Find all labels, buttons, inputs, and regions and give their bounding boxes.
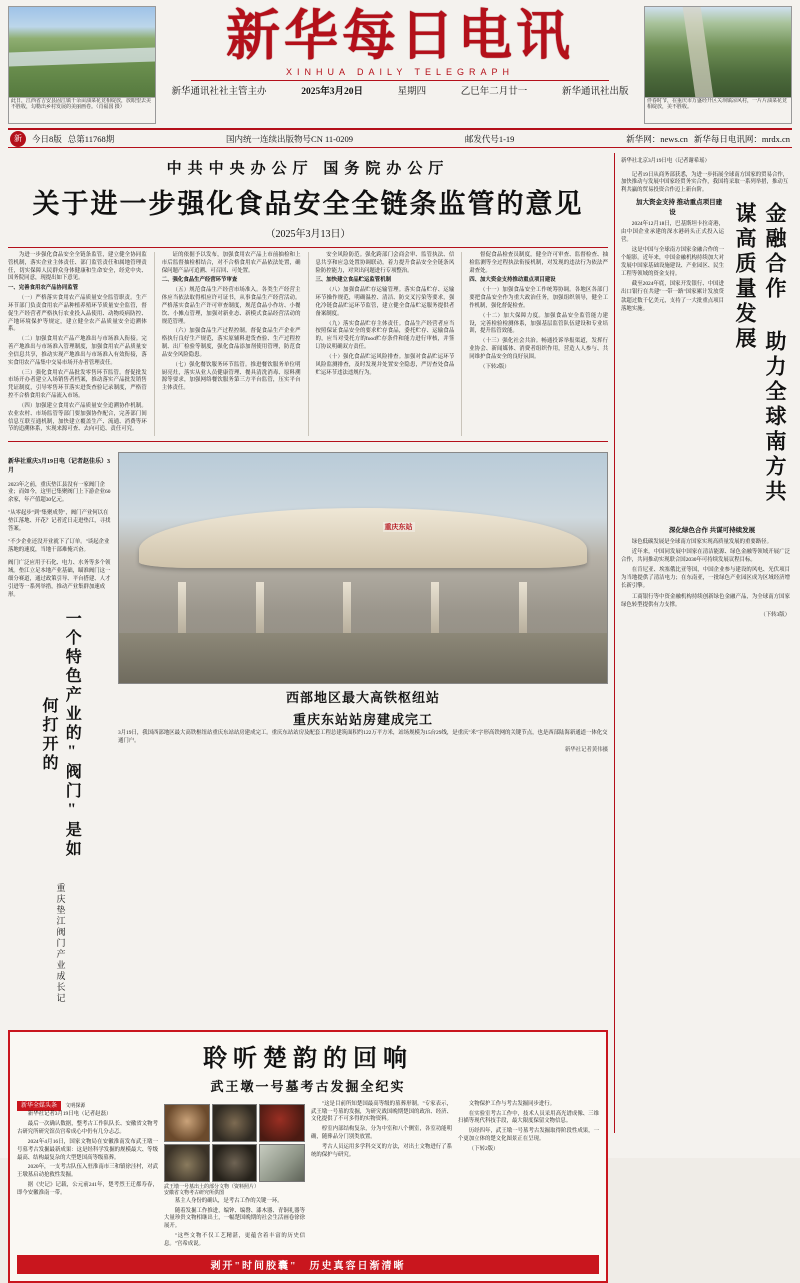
masthead-photo-right bbox=[644, 6, 792, 124]
paragraph: 2023年之前，重庆垫江县没有一家阀门企业；而如今，这里已集聚阀门上下游企业60余家，年产值超30亿元。 bbox=[8, 481, 111, 504]
continued-note: （下转2版） bbox=[468, 1145, 499, 1152]
feature-caption-title-2: 重庆东站站房建成完工 bbox=[292, 712, 433, 728]
masthead-meta bbox=[172, 83, 629, 97]
right-section-heading: 加大资金支持 推动重点项目建设 bbox=[635, 199, 723, 216]
relic-photo-grid bbox=[164, 1104, 305, 1182]
right-section-2 bbox=[621, 526, 790, 619]
paragraph: 2020年，一支考古队伍入驻淮南市三和镇徐洼村，对武王墩墓启动抢救性发掘。 bbox=[17, 1164, 158, 1179]
paragraph: 督促食品检查员制度，健全许可审查、监督检查、抽检监测等全过程执法衔接机制，对发现的违法行为依法严肃查处。 bbox=[469, 252, 608, 274]
masthead-center bbox=[162, 6, 638, 124]
photo-left-image bbox=[9, 7, 155, 97]
paragraph: 在肯尼亚、埃塞俄比亚等国，中国企业参与建设的风电、光伏项目为当地提供了清洁电力；在东南亚，一批绿色产业园区成为区域经济增长新引擎。 bbox=[621, 567, 790, 590]
column-rule bbox=[461, 252, 462, 436]
lead-headline-block bbox=[8, 153, 608, 242]
paragraph: 绿色低碳发展是全球南方国家实现高质量发展的重要路径。 bbox=[631, 538, 772, 545]
feature-block bbox=[8, 452, 608, 1023]
feature-caption-text: 3月19日，我国西部地区最大高铁枢纽站重庆东站站房建成完工。重庆东站站房及配套工程总建筑面积约122万平方米，站场规模为15台29线，是重庆"米"字形高铁网的关键节点，也是西部陆海新通道一体化交通门户。 bbox=[118, 730, 608, 744]
station-column bbox=[178, 582, 186, 637]
right-section-heading-2: 深化绿色合作 共谋可持续发展 bbox=[668, 527, 756, 535]
paper-title: 新华每日电讯 bbox=[226, 6, 574, 66]
lead-divider bbox=[8, 247, 608, 248]
paragraph: （九）落实食品贮存主体责任。食品生产经营者应当按照保证食品安全的要求贮存食品，委托贮存、运输食品的，应当对受托方的food贮存条件和能力进行审核，并签订协议明确双方责任。 bbox=[315, 320, 455, 351]
paragraph: （四）加强建立食用农产品质量安全追溯协作机制。农业农村、市场监管等部门要加强协作配合，完善部门间信息互联互通机制，加快建立覆盖生产、流通、消费等环节的追溯体系，实现来源可查、去向可追、责任可究。 bbox=[8, 402, 147, 433]
paragraph: 安全风险防范。强化跨部门会商会审、监管执法、信息共享和应急处置协调联动，着力提升食品安全全链条风险防控能力，对突出问题进行专项整治。 bbox=[315, 252, 455, 274]
photo-right-caption bbox=[645, 97, 791, 123]
paragraph: 据《史记》记载，公元前241年，楚考烈王迁都寿春，即今安徽淮南一带。 bbox=[17, 1182, 158, 1196]
feature-caption-title-1: 西部地区最大高铁枢纽站 bbox=[285, 690, 440, 706]
continued-note: （下转3版） bbox=[760, 611, 790, 618]
featured-story-subtitle: 武王墩一号墓考古发掘全纪实 bbox=[210, 1078, 406, 1094]
relic-caption: 武王墩一号墓出土的部分文物（资料照片） bbox=[164, 1184, 260, 1190]
construction-ground bbox=[119, 633, 607, 684]
paragraph: （三）强化食用农产品批发零售环节监管。督促批发市场开办者建立入场销售者档案，推动落实产品批发销售凭证制度，引导零售环节落实进货查验记录制度，严格管控不合格食用农产品流入市场。 bbox=[8, 369, 147, 400]
relic-photo bbox=[212, 1144, 258, 1182]
paragraph: 最后一次确认数据，整考古工作队队长、安徽省文物考古研究所研究馆员宫希成心中仍有几分忐忑。 bbox=[17, 1121, 158, 1136]
station-column bbox=[256, 582, 264, 637]
paragraph: 截至2024年底，国家开发银行、中国进出口银行在共建"一带一路"国家累计发放贷款超过数千亿美元，支持了一大批重点项目落地实施。 bbox=[621, 281, 724, 312]
lead-superhead: 中共中央办公厅 国务院办公厅 bbox=[166, 161, 450, 177]
paragraph: （七）强化餐饮服务环节监管。推进餐饮服务单位明厨亮灶，落实从业人员健康管理、餐具清洗消毒、原料溯源等要求，加强网络餐饮服务第三方平台监管，压实平台主体责任。 bbox=[161, 361, 301, 392]
paragraph: 在实验室考古工作中，技术人员采用高光谱成像、三维扫描等现代科技手段，最大限度保留文物信息。 bbox=[458, 1110, 599, 1125]
paragraph: （十）强化食品贮运风险排查。加强对食品贮运环节风险监测排查，及时发现并处置安全隐患，严厉查处食品贮运环节违法违规行为。 bbox=[315, 353, 455, 376]
station-column bbox=[519, 582, 527, 637]
feature-vertical-title: 一个特色产业的"阀门"是如何打开的 bbox=[40, 610, 81, 860]
info-bar bbox=[8, 128, 792, 148]
postal-code: 邮发代号1-19 bbox=[464, 133, 515, 144]
right-column bbox=[614, 153, 790, 1133]
feature-vertical-subtitle: 重庆垫江阀门产业成长记 bbox=[55, 883, 66, 1005]
feature-sidebar bbox=[8, 452, 112, 1023]
xinhua-logo-icon: 新 bbox=[10, 131, 26, 147]
relic-photo bbox=[212, 1104, 258, 1142]
section-heading: 二、强化食品生产经营环节审查 bbox=[161, 277, 238, 284]
paragraph: （一）严格落实食用农产品质量安全监管职责。生产环节部门负责食用农产品种植养殖环节质量安全监管，督促生产经营者严格执行农业投入品使用、动物疫病防控、产地环境保护等规定，建立健全农产品质量安全追溯体系。 bbox=[8, 295, 147, 333]
weekday: 星期四 bbox=[397, 86, 427, 97]
paragraph: 文物保护工作与考古发掘同步进行。 bbox=[468, 1100, 556, 1107]
paper-title-pinyin: XINHUA DAILY TELEGRAPH bbox=[285, 66, 515, 77]
cn-number: 国内统一连续出版物号CN 11-0209 bbox=[226, 133, 353, 144]
lead-col-3 bbox=[316, 252, 455, 436]
right-dateline: 新华社北京3月19日电（记者谢希瑶） bbox=[621, 158, 710, 165]
paragraph: "从零起步"到"集聚成势"，阀门产业何以在垫江落地、开花？记者近日走进垫江，寻找答案。 bbox=[8, 510, 111, 533]
feature-photo-credit: 新华社记者黄伟摄 bbox=[564, 747, 608, 754]
paragraph: （六）加强食品生产过程控制。督促食品生产企业严格执行良好生产规范，落实原辅料进货查验、生产过程控制、出厂检验等制度，强化食品添加剂使用管理，防范食品安全风险隐患。 bbox=[161, 328, 301, 358]
website-link-2[interactable]: 新华每日电讯网：mrdx.cn bbox=[693, 133, 790, 144]
masthead bbox=[8, 6, 792, 124]
paragraph: 椁室内部结构复杂，分为中室和八个侧室，各室功能明确，随葬品分门别类放置。 bbox=[311, 1126, 452, 1141]
featured-story-band: 剥开"时间胶囊" 历史真容日渐清晰 bbox=[17, 1255, 599, 1274]
featured-story-title: 聆听楚韵的回响 bbox=[203, 1045, 413, 1072]
main-column bbox=[8, 153, 608, 1272]
publisher: 新华通讯社出版 bbox=[561, 86, 629, 97]
masthead-divider bbox=[191, 80, 610, 81]
issue-number: 总第11768期 bbox=[67, 133, 115, 144]
masthead-photo-left bbox=[8, 6, 156, 124]
station-roof-shape bbox=[139, 508, 588, 568]
relic-photo bbox=[164, 1104, 210, 1142]
paragraph: 为进一步强化食品安全全链条监管，建立健全协同监管机制，落实企业主体责任、部门监管责任和属地管理责任，切实保障人民群众身体健康和生命安全，经党中央、国务院同意，现提出如下意见。 bbox=[8, 252, 147, 282]
featured-col-1 bbox=[17, 1101, 158, 1251]
paragraph: 2024年12月18日，巴基斯坦卡拉奇港，由中国企业承建的深水港码头正式投入运营。 bbox=[621, 220, 724, 243]
paragraph: 证的依据予以发布，加强食用农产品上市前抽检和上市后监督抽检相结合，对不合格食用农产品依法处置，确保问题产品可追溯、可召回、可处置。 bbox=[161, 252, 301, 274]
paragraph: 2024年4月16日，国家文物局在安徽淮南发布武王墩一号墓考古发掘最新成果：这是经科学发掘的规模最大、等级最高、结构最复杂的大型楚国高等级墓葬。 bbox=[17, 1138, 158, 1161]
lead-col-2 bbox=[162, 252, 301, 436]
lead-body bbox=[8, 252, 608, 436]
paragraph: "这是目前所知楚国最高等级的墓葬形制。"专家表示，武王墩一号墓的发掘，为研究战国晚期楚国的政治、经济、文化提供了不可多得的实物资料。 bbox=[311, 1100, 452, 1123]
feature-photo-block bbox=[118, 452, 608, 1023]
story-dateline: 新华社记者3月19日电（记者赵磊） bbox=[27, 1111, 112, 1118]
paragraph: 这是中国与全球南方国家金融合作的一个缩影。近年来，中国金融机构持续加大对发展中国家基础设施建设、产业园区、民生工程等领域的资金支持。 bbox=[621, 246, 724, 278]
relic-photo bbox=[164, 1144, 210, 1182]
section-tag-badge: 新华全媒头条 bbox=[17, 1101, 61, 1112]
paragraph: （十三）强化社会共治。畅通投诉举报渠道，发挥行业协会、新闻媒体、消费者组织作用，营造人人参与、共同维护食品安全的良好氛围。 bbox=[469, 338, 608, 360]
column-rule bbox=[154, 252, 155, 436]
photo-left-caption-text: 此日，江西省吉安县固江镇千余亩油菜花竞相绽放，放眼望去美不胜收，勾勒出乡村发展的美丽画卷。（肖福国 摄） bbox=[11, 99, 152, 111]
section-heading: 三、加快建立食品贮运监管机制 bbox=[315, 277, 391, 284]
paragraph: 随着发掘工作推进，编钟、编磬、漆木器、青铜礼器等大量珍贵文物相继出土，一幅楚国晚期的社会生活画卷徐徐展开。 bbox=[164, 1207, 305, 1230]
relic-source: 安徽省文物考古研究所供图 bbox=[164, 1191, 225, 1197]
featured-story-box bbox=[8, 1030, 608, 1283]
right-dateline-block bbox=[621, 158, 790, 195]
relic-photo bbox=[259, 1104, 305, 1142]
section-heading: 四、加大资金支持推动重点项目建设 bbox=[469, 277, 556, 284]
feature-dateline: 新华社重庆3月19日电（记者赵佳乐）3月 bbox=[8, 459, 111, 474]
featured-col-4 bbox=[458, 1101, 599, 1251]
paragraph: （二）加强食用农产品产地准出与市场准入衔接。完善产地准出与市场准入管理制度，加强食用农产品质量安全信息共享，推动实现产地准出与市场准入有效衔接，落实食用农产品集中交易市场开办者管理责任。 bbox=[8, 336, 147, 366]
lunar-date: 乙巳年二月廿一 bbox=[460, 86, 528, 97]
lead-col-4 bbox=[469, 252, 608, 436]
page-count: 今日8版 bbox=[32, 133, 62, 144]
feature-divider bbox=[8, 441, 608, 442]
column-label: 文明探源 bbox=[65, 1103, 86, 1109]
paragraph: （十一）加强食品安全工作统筹协调。各地区各部门要把食品安全作为重大政治任务，加强组织领导，健全工作机制，强化督促检查。 bbox=[469, 287, 608, 309]
lead-date: （2025年3月13日） bbox=[265, 229, 351, 240]
paragraph: "不少企业还没开业就下了订单。"谈起企业落地的速度，当地干部难掩兴奋。 bbox=[8, 539, 110, 554]
station-column bbox=[431, 582, 439, 637]
lead-headline: 关于进一步强化食品安全全链条监管的意见 bbox=[32, 189, 584, 219]
page-content bbox=[8, 153, 792, 1272]
paragraph: 工商银行等中资金融机构持续创新绿色金融产品，为全球南方国家绿色转型提供有力支撑。 bbox=[621, 593, 790, 608]
photo-right-caption-text: 伴春时节，在重庆市万盛经开区关坝镇凉风村，一片片油菜花竞相绽放，美不胜收。 bbox=[647, 99, 788, 111]
continued-note: （下转2版） bbox=[480, 363, 510, 370]
relic-photo bbox=[259, 1144, 305, 1182]
right-title-wrap bbox=[621, 198, 790, 526]
railway-station-photo bbox=[118, 452, 608, 684]
featured-col-2 bbox=[164, 1101, 305, 1251]
paragraph: （八）加强食品贮存运输管理。落实食品贮存、运输环节操作规范，明确温控、清洁、防交叉污染等要求，强化冷链食品贮运环节监管，建立健全食品贮运服务提供者备案制度。 bbox=[315, 287, 455, 317]
paragraph: 阀门广泛应用于石化、电力、水务等多个领域。垫江立足本地产业基础，瞄准阀门这一细分赛道，通过政策引导、平台搭建、人才引进等一系列举措，推动产业集群加速成形。 bbox=[8, 560, 111, 598]
featured-story-body bbox=[17, 1101, 599, 1251]
station-column bbox=[343, 582, 351, 637]
website-link[interactable]: 新华网：news.cn bbox=[626, 133, 688, 144]
photo-left-caption bbox=[9, 97, 155, 123]
sponsor-text: 新华通讯社社主管主办 bbox=[171, 86, 267, 97]
featured-col-3 bbox=[311, 1101, 452, 1251]
section-heading: 一、完善食用农产品协同监管 bbox=[8, 285, 79, 292]
station-sign-text: 重庆东站 bbox=[384, 523, 413, 532]
paragraph: 历经四年，武王墩一号墓考古发掘取得阶段性成果，一个更加立体的楚文化图景正在呈现。 bbox=[458, 1128, 599, 1143]
right-vertical-headline: 金融合作 助力全球南方共谋高质量发展 bbox=[733, 202, 787, 506]
paragraph: 墓主人身份的确认，是考古工作的关键一环。 bbox=[174, 1197, 283, 1204]
paragraph: "这些文物不仅工艺精湛，更蕴含着丰富的历史信息。"宫希成说。 bbox=[164, 1233, 305, 1247]
column-rule bbox=[308, 252, 309, 436]
issue-date: 2025年3月20日 bbox=[301, 86, 363, 97]
paragraph: （十二）加大保障力度。加强食品安全监管能力建设，完善检验检测体系，加强基层监管队伍建设和专业培训，提升监管效能。 bbox=[469, 312, 608, 335]
right-lead: 记者19日从商务部获悉，为进一步拓展全球南方国家的贸易合作，加快推动与发展中国家经贸务实合作，我国将采取一系列举措，推动互利共赢的贸易投资合作迈上新台阶。 bbox=[621, 171, 789, 194]
paragraph: （五）规范食品生产经营市场准入。各类生产经营主体应当依法取得相应许可证书，从事食品生产经营活动。严格落实食品生产许可审查制度，规范食品小作坊、小餐饮、小摊点管理，加强对新业态、新模式食品经营活动的规范管理。 bbox=[161, 287, 301, 325]
lead-col-1 bbox=[8, 252, 147, 436]
paragraph: 考古人员运用多学科交叉的方法，对出土文物进行了系统的保护与研究。 bbox=[311, 1143, 452, 1158]
paragraph: 近年来，中国同发展中国家在清洁能源、绿色金融等领域开展广泛合作，共同推动实现联合国2030年可持续发展议程目标。 bbox=[621, 548, 790, 564]
photo-right-image bbox=[645, 7, 791, 97]
